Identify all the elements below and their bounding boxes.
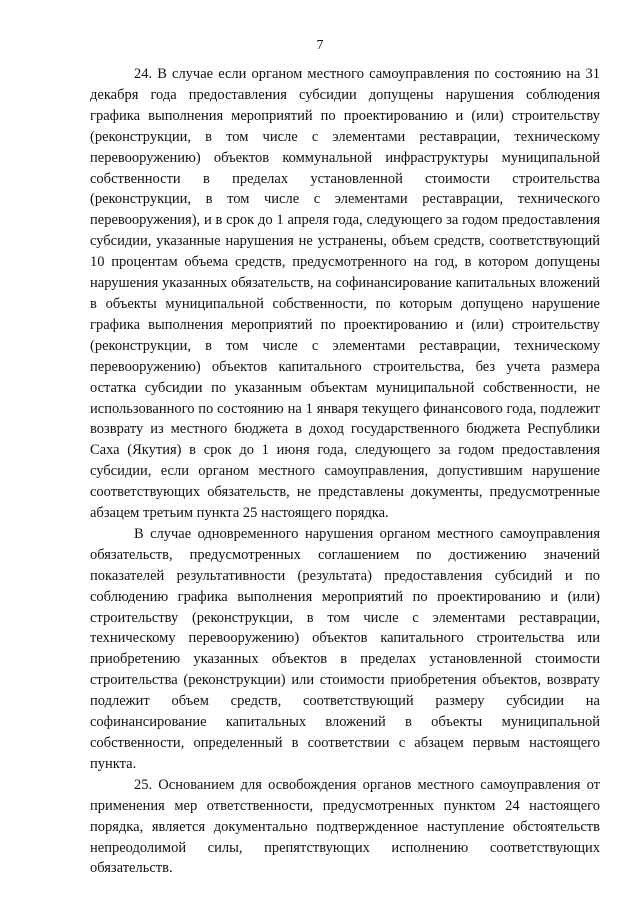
page-number: 7 <box>316 38 324 53</box>
paragraph-simultaneous-violation: В случае одновременного нарушения органом местного самоуправления обязательств, предусмотренных соглашением по достижению значений показателей результативности (результата) предоставления субсидий и по соблюдению графика выполнения мероприятий по проектированию и (или) строительству (реконструкции, в том числе с элементами реставрации, техническому перевооружению) объектов капитального строительства или приобретению указанных объектов в пределах установленной стоимости строительства (реконструкции) или стоимости приобретения объектов, возврату подлежит объем средств, соответствующий размеру субсидии на софинансирование капитальных вложений в объекты муниципальной собственности, определенный в соответствии с абзацем первым настоящего пункта. <box>90 525 600 772</box>
paragraph-clause-25: 25. Основанием для освобождения органов местного самоуправления от применения мер ответственности, предусмотренных пунктом 24 настоящего порядка, является документально подтвержденное наступление обстоятельств непреодолимой силы, препятствующих исполнению соответствующих обязательств. <box>90 776 600 877</box>
paragraph-clause-24: 24. В случае если органом местного самоуправления по состоянию на 31 декабря года предоставления субсидии допущены нарушения соблюдения графика выполнения мероприятий по проектированию и (или) строительству (реконструкции, в том числе с элементами реставрации, техническому перевооружению) объектов коммунальной инфраструктуры муниципальной собственности в пределах установленной стоимости строительства (реконструкции, в том числе с элементами реставрации, технического перевооружения), и в срок до 1 апреля года, следующего за годом предоставления субсидии, указанные нарушения не устранены, объем средств, соответствующий 10 процентам объема средств, предусмотренного на год, в котором допущены нарушения указанных обязательств, на софинансирование капитальных вложений в объекты муниципальной собственности, по которым допущено нарушение графика выполнения мероприятий по проектированию и (или) строительству (реконструкции, в том числе с элементами реставрации, техническому перевооружению) объектов капитального строительства, без учета размера остатка субсидии по указанным объектам муниципальной собственности, не использованного по состоянию на 1 января текущего финансового года, подлежит возврату из местного бюджета в доход государственного бюджета Республики Саха (Якутия) в срок до 1 июня года, следующего за годом предоставления субсидии, если органом местного самоуправления, допустившим нарушение соответствующих обязательств, не представлены документы, предусмотренные абзацем третьим пункта 25 настоящего порядка. <box>90 66 600 522</box>
document-body <box>90 64 600 879</box>
